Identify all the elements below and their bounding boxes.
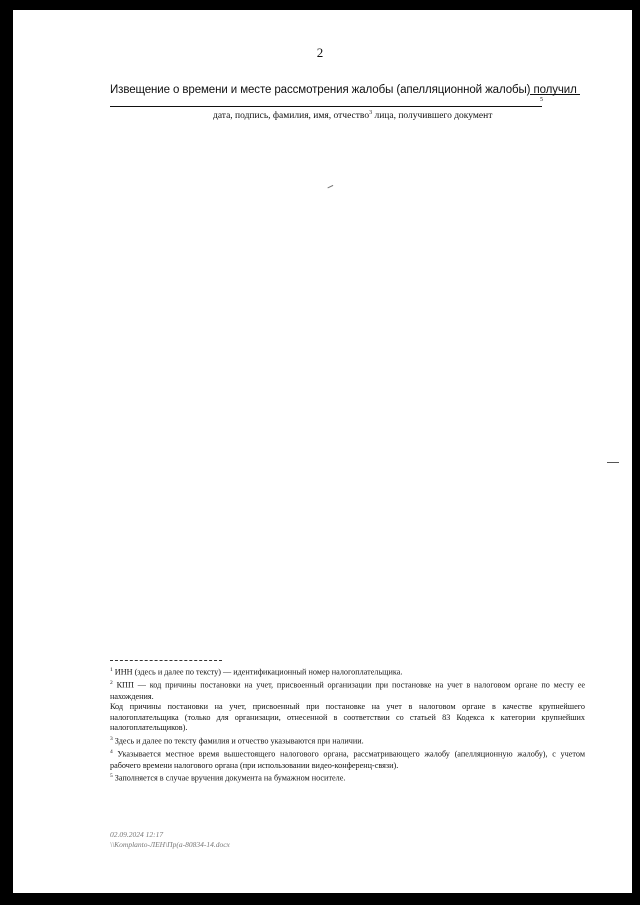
scan-border-bottom (0, 893, 640, 905)
footnote-2-continued (110, 702, 585, 734)
page-number: 2 (316, 45, 324, 60)
signature-blank (530, 94, 580, 95)
document-stamp (110, 830, 230, 850)
scan-speck (327, 185, 334, 191)
footnotes (110, 665, 585, 785)
recipient-blank-line (110, 106, 542, 107)
scan-border-top (0, 0, 640, 10)
footnote-ref-5: 5 (540, 97, 543, 103)
notice-heading: Извещение о времени и месте рассмотрения жалобы (апелляционной жалобы) получил (110, 84, 577, 96)
footnote-mark: 2 (110, 680, 113, 687)
footnote-text: Код причины постановки на учет, присвоенный при постановке на учет в налоговом органе в качестве крупнейшего налогоплательщика (только для организации, отнесенной в соответствии со статьей 83 Кодекса к категории крупнейших налогоплательщиков). (110, 702, 585, 733)
footnote-mark: 5 (110, 773, 113, 780)
footnote-separator (110, 660, 222, 661)
footnote-mark: 4 (110, 749, 113, 756)
scan-edge-mark (607, 462, 619, 463)
scan-border-right (632, 0, 640, 905)
caption-footnote-ref: 3 (369, 110, 373, 116)
footnote-text: Заполняется в случае вручения документа на бумажном носителе. (112, 774, 346, 784)
recipient-caption (213, 110, 492, 121)
footnote-text: ИНН (здесь и далее по тексту) — идентификационный номер налогоплательщика. (112, 667, 403, 677)
footnote-4 (110, 747, 585, 771)
stamp-datetime: 02.09.2024 12:17 (110, 830, 164, 839)
footnote-2 (110, 678, 585, 702)
footnote-mark: 1 (110, 667, 113, 673)
footnote-5 (110, 771, 585, 784)
footnote-text: Здесь и далее по тексту фамилия и отчество указываются при наличии. (112, 736, 364, 746)
stamp-filepath: \\Komplanto-ЛЕН\Пр(а-80834-14.docx (110, 840, 230, 849)
caption-text-tail: лица, получившего документ (372, 111, 493, 122)
footnote-3 (110, 734, 585, 747)
footnote-text: Указывается местное время вышестоящего налогового органа, рассматривающего жалобу (апелляционную жалобу), с учетом рабочего времени налогового органа (при использовании видео-конференц-связи). (110, 750, 585, 770)
footnote-text: КПП — код причины постановки на учет, присвоенный организации при постановке на учет в налоговом органе по месту ее нахождения. (110, 681, 585, 701)
scan-border-left (0, 0, 13, 905)
footnote-mark: 3 (110, 736, 113, 743)
footnote-1 (110, 665, 585, 678)
caption-text: дата, подпись, фамилия, имя, отчество (213, 111, 370, 122)
